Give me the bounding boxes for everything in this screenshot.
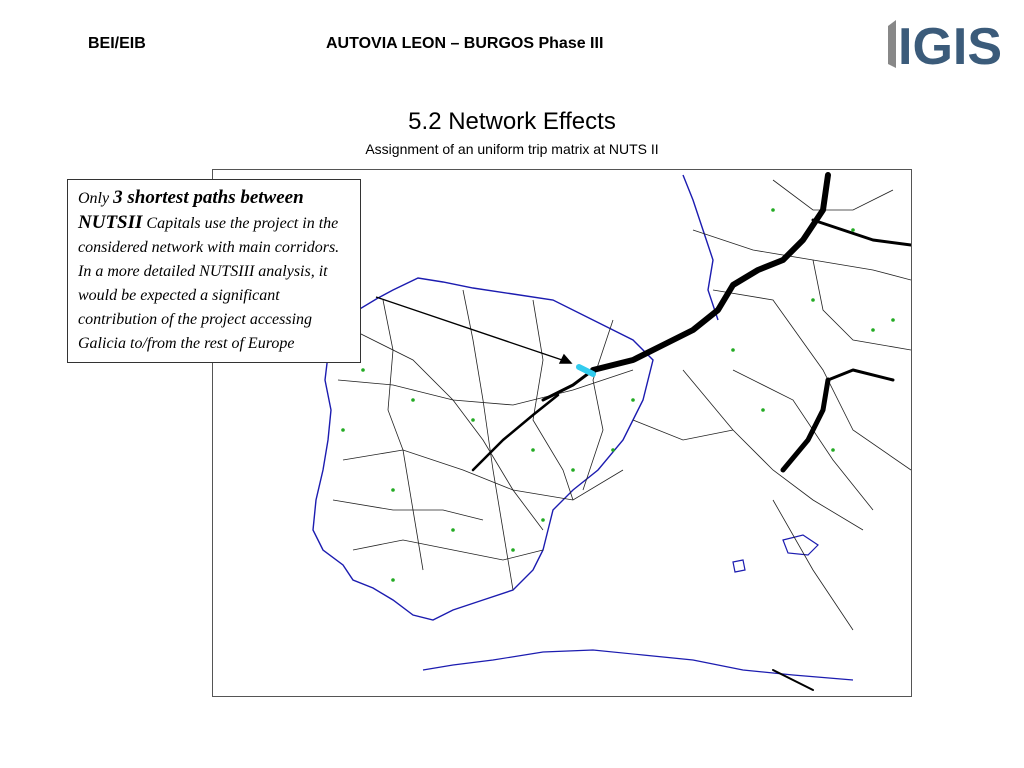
callout-text-1: Capitals use the project in the considered network with main corridors. (78, 215, 340, 256)
france-coastline (683, 175, 718, 320)
callout-box (67, 179, 361, 363)
project-title: AUTOVIA LEON – BURGOS Phase III (326, 35, 604, 52)
baleares-coastline (733, 535, 818, 572)
svg-text:IGIS: IGIS (898, 18, 1002, 72)
network-nodes (341, 208, 895, 582)
iberia-coastline (313, 278, 653, 620)
callout-text-2: In a more detailed NUTSIII analysis, it would be expected a significant contribution of the project accessing Galicia to/from the rest of Europe (78, 263, 328, 352)
callout-intro: Only (78, 190, 114, 207)
callout-emphasis: 3 shortest paths between NUTSII (78, 187, 304, 233)
header-left-label: BEI/EIB (88, 35, 146, 52)
igis-logo (880, 12, 1002, 72)
main-corridors (473, 175, 911, 690)
slide-subtitle: Assignment of an uniform trip matrix at NUTS II (365, 141, 659, 157)
slide-title: 5.2 Network Effects (408, 108, 616, 135)
callout-pointer-arrow (376, 297, 571, 363)
africa-coastline (423, 650, 853, 680)
